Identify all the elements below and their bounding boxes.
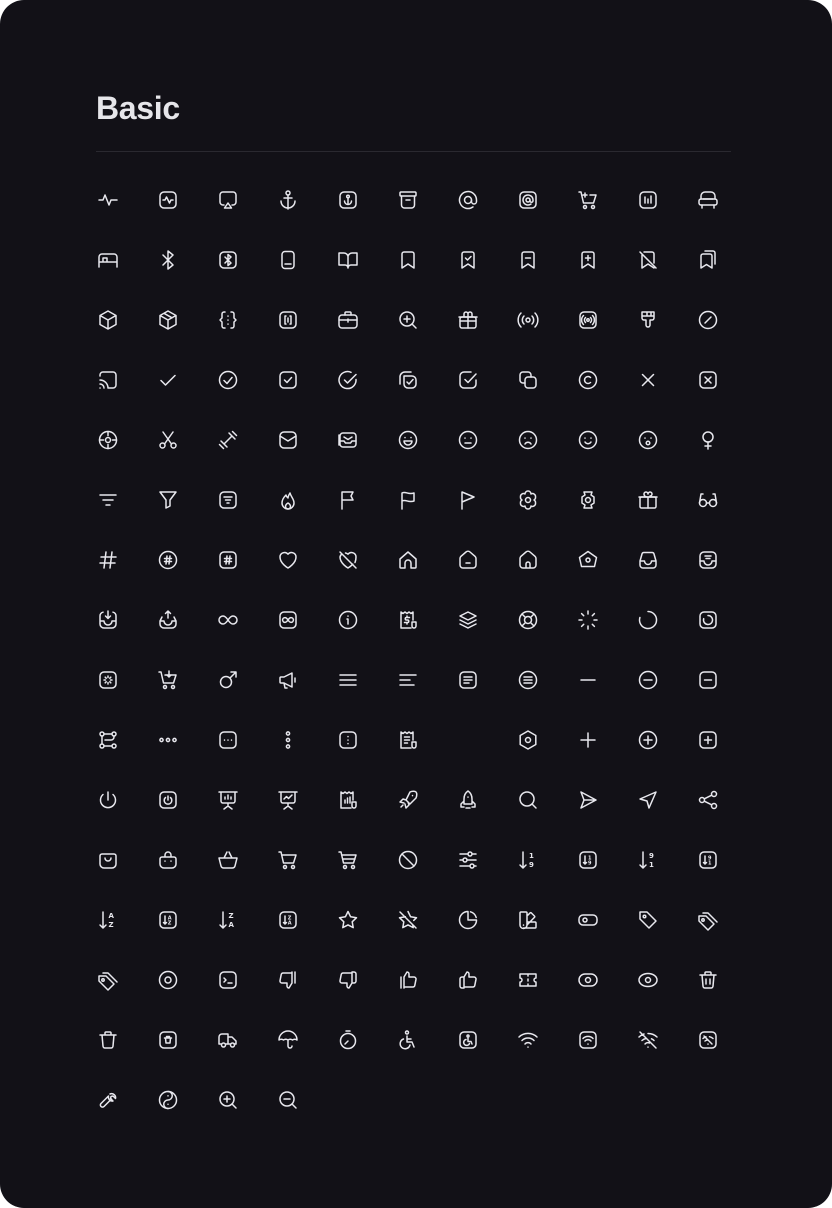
book-icon xyxy=(276,248,300,272)
broadcast-square-icon xyxy=(576,308,600,332)
gift-box-icon xyxy=(456,308,480,332)
loader-circle-icon xyxy=(636,608,660,632)
bookmark-icon xyxy=(396,248,420,272)
terminal-icon xyxy=(216,968,240,992)
female-icon xyxy=(696,428,720,452)
sort-1-9-square-icon xyxy=(576,848,600,872)
loader-square-icon xyxy=(696,608,720,632)
slash-circle-icon xyxy=(696,308,720,332)
filter-lines-icon xyxy=(96,488,120,512)
svg-text:Z: Z xyxy=(228,912,234,920)
loader-square-alt-icon xyxy=(96,668,120,692)
crosshair-icon xyxy=(96,428,120,452)
ban-icon xyxy=(396,848,420,872)
menu-icon xyxy=(336,668,360,692)
wheelchair-square-icon xyxy=(456,1028,480,1052)
glasses-icon xyxy=(696,488,720,512)
svg-text:Z: Z xyxy=(287,915,292,922)
infinity-square-icon xyxy=(276,608,300,632)
svg-text:1: 1 xyxy=(529,852,534,860)
emoji-laugh-icon xyxy=(396,428,420,452)
anchor-icon xyxy=(276,188,300,212)
bag-icon xyxy=(96,848,120,872)
timer-icon xyxy=(336,1028,360,1052)
sort-z-a-icon xyxy=(216,908,240,932)
close-square-icon xyxy=(696,368,720,392)
heart-off-icon xyxy=(336,548,360,572)
cart-add-icon xyxy=(576,188,600,212)
plus-square-icon xyxy=(696,728,720,752)
thumb-down-icon xyxy=(276,968,300,992)
eye-oval-icon xyxy=(636,968,660,992)
svg-text:A: A xyxy=(167,915,172,922)
wifi-off-icon xyxy=(636,1028,660,1052)
cart-arrow-icon xyxy=(156,668,180,692)
anchor-square-icon xyxy=(336,188,360,212)
flag-icon xyxy=(336,488,360,512)
home-door-icon xyxy=(516,548,540,572)
svg-text:1: 1 xyxy=(588,855,592,862)
svg-text:A: A xyxy=(287,920,292,927)
bluetooth-square-icon xyxy=(216,248,240,272)
hexagon-icon xyxy=(516,728,540,752)
braces-icon xyxy=(216,308,240,332)
trash-box-icon xyxy=(156,1028,180,1052)
box-icon xyxy=(96,308,120,332)
hash-icon xyxy=(96,548,120,572)
wheelchair-icon xyxy=(396,1028,420,1052)
check-circle-icon xyxy=(216,368,240,392)
share-icon xyxy=(696,788,720,812)
copyright-icon xyxy=(576,368,600,392)
emoji-smile-icon xyxy=(576,428,600,452)
infinity-icon xyxy=(216,608,240,632)
copy-icon xyxy=(516,368,540,392)
svg-text:Z: Z xyxy=(108,921,114,929)
zoom-in-alt-icon xyxy=(216,1088,240,1112)
menu-left-icon xyxy=(396,668,420,692)
activity-square-icon xyxy=(156,188,180,212)
at-sign-icon xyxy=(456,188,480,212)
hash-square-icon xyxy=(216,548,240,572)
star-icon xyxy=(336,908,360,932)
box-3d-icon xyxy=(156,308,180,332)
basket-icon xyxy=(216,848,240,872)
armchair-icon xyxy=(696,188,720,212)
thumb-up-icon xyxy=(396,968,420,992)
svg-text:A: A xyxy=(108,912,114,920)
git-branch-icon xyxy=(96,728,120,752)
wifi-square-icon xyxy=(576,1028,600,1052)
sort-1-9-icon xyxy=(516,848,540,872)
bookmark-minus-icon xyxy=(516,248,540,272)
bookmark-check-icon xyxy=(456,248,480,272)
plus-icon xyxy=(576,728,600,752)
star-off-icon xyxy=(396,908,420,932)
tag-alt-icon xyxy=(96,968,120,992)
svg-text:9: 9 xyxy=(649,852,654,860)
receipt-icon xyxy=(396,728,420,752)
trash-icon xyxy=(96,1028,120,1052)
home-icon xyxy=(396,548,420,572)
more-vertical-icon xyxy=(276,728,300,752)
wifi-off-square-icon xyxy=(696,1028,720,1052)
male-icon xyxy=(216,668,240,692)
brush-icon xyxy=(636,308,660,332)
brackets-square-icon xyxy=(276,308,300,332)
home-minus-icon xyxy=(456,548,480,572)
minus-square-icon xyxy=(696,668,720,692)
bluetooth-icon xyxy=(156,248,180,272)
inbox-icon xyxy=(636,548,660,572)
cast-icon xyxy=(96,368,120,392)
umbrella-icon xyxy=(276,1028,300,1052)
wifi-icon xyxy=(516,1028,540,1052)
tags-icon xyxy=(696,908,720,932)
briefcase-icon xyxy=(336,308,360,332)
info-circle-icon xyxy=(336,608,360,632)
trash-square-icon xyxy=(696,968,720,992)
sort-9-1-icon xyxy=(636,848,660,872)
filter-funnel-icon xyxy=(156,488,180,512)
target-icon xyxy=(156,968,180,992)
yin-yang-icon xyxy=(156,1088,180,1112)
menu-square-alt-icon xyxy=(516,668,540,692)
inbox-upload-icon xyxy=(156,608,180,632)
bed-icon xyxy=(96,248,120,272)
emoji-surprised-icon xyxy=(636,428,660,452)
toggle-icon xyxy=(576,908,600,932)
flower-icon xyxy=(516,488,540,512)
bag-handle-icon xyxy=(156,848,180,872)
more-vertical-square-icon xyxy=(336,728,360,752)
flame-icon xyxy=(276,488,300,512)
check-square-alt-icon xyxy=(456,368,480,392)
lifebuoy-icon xyxy=(516,608,540,632)
power-square-icon xyxy=(156,788,180,812)
power-icon xyxy=(96,788,120,812)
shopping-cart-icon xyxy=(276,848,300,872)
heart-icon xyxy=(276,548,300,572)
gift-icon xyxy=(636,488,660,512)
mail-square-icon xyxy=(276,428,300,452)
minus-icon xyxy=(576,668,600,692)
sort-a-z-icon xyxy=(96,908,120,932)
emoji-neutral-icon xyxy=(456,428,480,452)
check-circle-alt-icon xyxy=(336,368,360,392)
scissors-icon xyxy=(156,428,180,452)
svg-text:A: A xyxy=(228,921,234,929)
thumb-down-alt-icon xyxy=(336,968,360,992)
menu-square-icon xyxy=(456,668,480,692)
check-square-icon xyxy=(276,368,300,392)
eye-capsule-icon xyxy=(576,968,600,992)
pie-chart-icon xyxy=(456,908,480,932)
zoom-in-icon xyxy=(396,308,420,332)
send-icon xyxy=(576,788,600,812)
checks-square-icon xyxy=(396,368,420,392)
megaphone-icon xyxy=(276,668,300,692)
svg-text:Z: Z xyxy=(167,920,172,927)
airplay-icon xyxy=(216,188,240,212)
svg-text:9: 9 xyxy=(708,855,712,862)
rocket-launch-icon xyxy=(456,788,480,812)
hash-circle-icon xyxy=(156,548,180,572)
bookmark-off-icon xyxy=(636,248,660,272)
filter-square-icon xyxy=(216,488,240,512)
flag-triangle-icon xyxy=(456,488,480,512)
broadcast-icon xyxy=(516,308,540,332)
bookmark-plus-icon xyxy=(576,248,600,272)
gear-shape-icon xyxy=(576,488,600,512)
layers-icon xyxy=(456,608,480,632)
navigation-icon xyxy=(636,788,660,812)
plus-circle-icon xyxy=(636,728,660,752)
invoice-icon xyxy=(396,608,420,632)
loader-icon xyxy=(576,608,600,632)
bar-chart-square-icon xyxy=(636,188,660,212)
activity-icon xyxy=(96,188,120,212)
inbox-download-icon xyxy=(96,608,120,632)
emoji-sad-icon xyxy=(516,428,540,452)
flag-wave-icon xyxy=(396,488,420,512)
at-sign-square-icon xyxy=(516,188,540,212)
minus-circle-icon xyxy=(636,668,660,692)
bookmarks-icon xyxy=(696,248,720,272)
close-icon xyxy=(636,368,660,392)
svg-text:1: 1 xyxy=(649,861,654,869)
wrench-icon xyxy=(96,1088,120,1112)
section-title: Basic xyxy=(96,90,180,126)
archive-icon xyxy=(396,188,420,212)
swatch-icon xyxy=(516,908,540,932)
home-pentagon-icon xyxy=(576,548,600,572)
sort-z-a-square-icon xyxy=(276,908,300,932)
shopping-cart-alt-icon xyxy=(336,848,360,872)
thumb-up-alt-icon xyxy=(456,968,480,992)
ticket-icon xyxy=(516,968,540,992)
rocket-icon xyxy=(396,788,420,812)
more-square-icon xyxy=(216,728,240,752)
report-icon xyxy=(336,788,360,812)
svg-text:9: 9 xyxy=(588,860,592,867)
sort-9-1-square-icon xyxy=(696,848,720,872)
tag-icon xyxy=(636,908,660,932)
svg-text:9: 9 xyxy=(529,861,534,869)
presentation-chart-icon xyxy=(276,788,300,812)
search-icon xyxy=(516,788,540,812)
zoom-out-icon xyxy=(276,1088,300,1112)
inbox-square-icon xyxy=(696,548,720,572)
dumbbell-icon xyxy=(216,428,240,452)
more-horizontal-icon xyxy=(156,728,180,752)
sort-a-z-square-icon xyxy=(156,908,180,932)
check-icon xyxy=(156,368,180,392)
book-open-icon xyxy=(336,248,360,272)
presentation-icon xyxy=(216,788,240,812)
svg-text:1: 1 xyxy=(708,860,712,867)
mail-inbox-icon xyxy=(336,428,360,452)
truck-icon xyxy=(216,1028,240,1052)
sliders-icon xyxy=(456,848,480,872)
